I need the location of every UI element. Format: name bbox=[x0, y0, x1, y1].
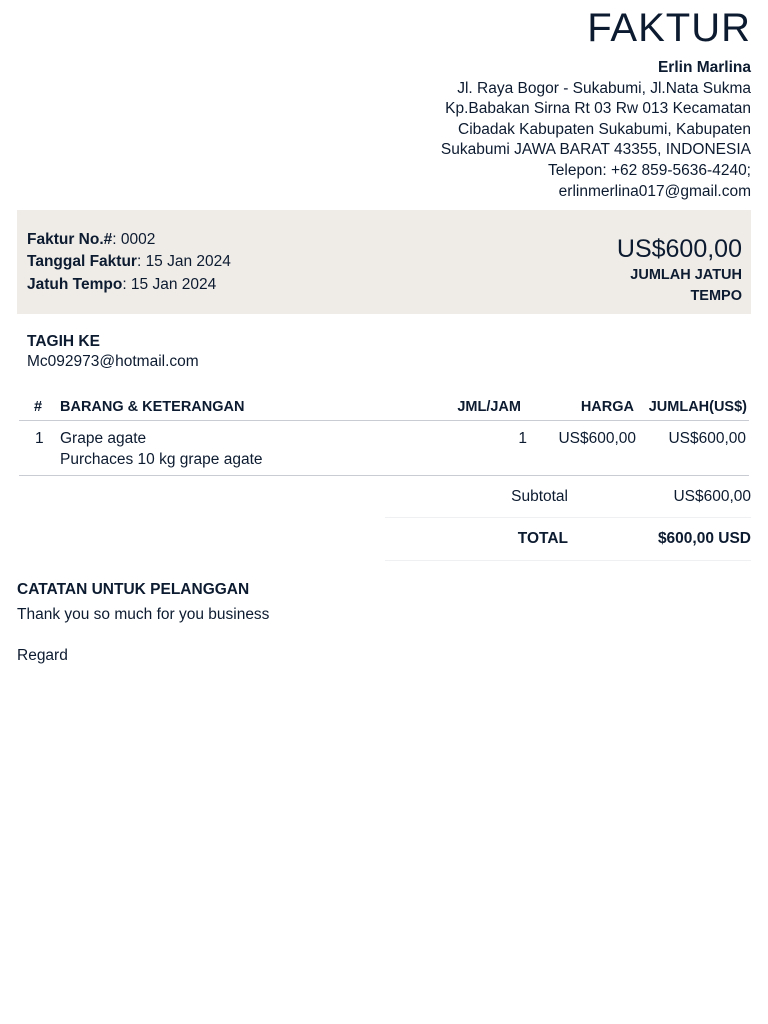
subtotal-value: US$600,00 bbox=[673, 488, 751, 505]
col-header-num: # bbox=[34, 399, 43, 415]
col-header-price: HARGA bbox=[580, 399, 634, 415]
notes-heading: CATATAN UNTUK PELANGGAN bbox=[17, 581, 250, 598]
col-header-item: BARANG & KETERANGAN bbox=[60, 399, 245, 415]
col-header-amount: JUMLAH(US$) bbox=[648, 399, 747, 415]
invoice-meta bbox=[27, 229, 231, 296]
bill-to-heading: TAGIH KE bbox=[27, 333, 100, 350]
due-date: : 15 Jan 2024 bbox=[122, 275, 217, 293]
bill-to-email: Mc092973@hotmail.com bbox=[27, 353, 199, 370]
seller-name: Erlin Marlina bbox=[657, 59, 751, 76]
seller-address-line: Cibadak Kabupaten Sukabumi, Kabupaten bbox=[458, 120, 751, 138]
total-value: $600,00 USD bbox=[657, 530, 751, 547]
invoice-date-row bbox=[27, 251, 231, 273]
seller-address-line: Jl. Raya Bogor - Sukabumi, Jl.Nata Sukma bbox=[457, 79, 751, 97]
seller-block bbox=[331, 58, 751, 202]
amount-due-label-line: TEMPO bbox=[690, 288, 742, 304]
total-divider bbox=[385, 560, 751, 561]
invoice-number: : 0002 bbox=[112, 231, 156, 248]
invoice-title: FAKTUR bbox=[587, 6, 751, 50]
row-amount: US$600,00 bbox=[668, 430, 746, 447]
seller-phone: Telepon: +62 859-5636-4240; bbox=[548, 161, 751, 179]
seller-address-line: Sukabumi JAWA BARAT 43355, INDONESIA bbox=[440, 141, 751, 159]
row-number: 1 bbox=[35, 430, 44, 447]
seller-address-line: Kp.Babakan Sirna Rt 03 Rw 013 Kecamatan bbox=[445, 100, 751, 118]
subtotal-label: Subtotal bbox=[511, 488, 568, 505]
invoice-number-label: Faktur No.# bbox=[27, 231, 113, 248]
notes-text: Thank you so much for you business bbox=[17, 606, 270, 623]
notes-closing: Regard bbox=[17, 647, 68, 664]
seller-email: erlinmerlina017@gmail.com bbox=[558, 182, 751, 200]
table-bottom-divider bbox=[19, 475, 749, 476]
invoice-number-row bbox=[27, 229, 231, 251]
amount-due-label-line: JUMLAH JATUH bbox=[630, 267, 742, 283]
row-item-description: Purchaces 10 kg grape agate bbox=[60, 451, 263, 468]
table-header-divider bbox=[19, 420, 749, 421]
invoice-date: : 15 Jan 2024 bbox=[136, 253, 231, 271]
col-header-qty: JML/JAM bbox=[457, 399, 521, 415]
amount-due-value: US$600,00 bbox=[616, 235, 742, 263]
invoice-date-label: Tanggal Faktur bbox=[27, 253, 137, 271]
row-price: US$600,00 bbox=[558, 430, 636, 447]
due-date-row bbox=[27, 274, 231, 296]
due-date-label: Jatuh Tempo bbox=[27, 275, 123, 293]
row-item-name: Grape agate bbox=[60, 430, 147, 447]
row-qty: 1 bbox=[518, 430, 527, 447]
total-label: TOTAL bbox=[517, 530, 568, 547]
amount-due-label bbox=[542, 265, 742, 307]
subtotal-divider bbox=[385, 517, 751, 518]
